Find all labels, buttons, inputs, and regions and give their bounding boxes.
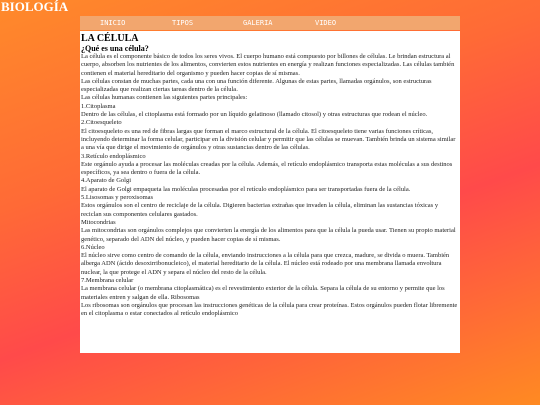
article-paragraph: Las mitocondrias son orgánulos complejos que convierten la energía de los alimentos para que la célula la pueda usar. Tienen su propio material genético, separado del ADN del núcleo, y pueden hacer copias de sí mismas. [81,227,456,243]
article-paragraph: 1.Citoplasma [81,102,116,110]
article-paragraph: Este orgánulo ayuda a procesar las moléculas creadas por la célula. Además, el retículo endoplásmico transporta estas moléculas a sus destinos específicos, ya sea dentro o fuera de la célula. [81,160,453,177]
article-paragraph: Mitocondrias [81,218,116,226]
article-paragraph: Estos orgánulos son el centro de reciclaje de la célula. Digieren bacterias extrañas que invaden la célula, eliminan las sustancias tóxicas y reciclan sus componentes celulares gastados. [81,202,439,218]
article-paragraph: 4.Aparato de Golgi [81,177,132,185]
content-panel [80,31,460,353]
section-heading: ¿Qué es una célula? [81,44,149,53]
site-title: BIOLOGÍA [1,0,69,14]
article-paragraph: El núcleo sirve como centro de comando de la célula, enviando instrucciones a la célula para que crezca, madure, se divida o muera. También alberga ADN (ácido desoxirribonucleico), el material hereditario de la célula. El núcleo está rodeado por una membrana llamada envoltura nuclear, la que protege el ADN y separa el núcleo del resto de la célula. [81,252,450,276]
nav-item-video[interactable]: VIDEO [315,19,337,27]
nav-item-inicio[interactable]: INICIO [100,19,126,27]
article-paragraph: La célula es el componente básico de todos los seres vivos. El cuerpo humano está compuesto por billones de células. Le brindan estructura al cuerpo, absorben los nutrientes de los alimentos, convierten estos nutrientes en energía y realizan funciones especializadas. Las células también contienen el material hereditario del organismo y pueden hacer copias de sí mismas. [81,53,455,77]
article-paragraph: Dentro de las células, el citoplasma está formado por un líquido gelatinoso (llamado citosol) y otras estructuras que rodean el núcleo. [81,111,428,119]
article-paragraph: Los ribosomas son orgánulos que procesan las instrucciones genéticas de la célula para crear proteínas. Estos orgánulos pueden flotar libremente en el citoplasma o estar conectados al retículo endoplásmico [81,301,458,318]
article-paragraph: 6.Núcleo [81,243,105,251]
article-paragraph: 5.Lisosomas y peroxisomas [81,194,154,202]
article-paragraph: El aparato de Golgi empaqueta las moléculas procesadas por el retículo endoplásmico para ser transportadas fuera de la célula. [81,185,411,193]
nav-item-tipos[interactable]: TIPOS [172,19,194,27]
article-paragraph: 3.Retículo endoplásmico [81,152,146,160]
nav-bar [80,16,460,30]
nav-item-galeria[interactable]: GALERIA [243,19,273,27]
article-paragraph: Las células constan de muchas partes, cada una con una función diferente. Algunas de estas partes, llamadas orgánulos, son estructuras especializadas que realizan ciertas tareas dentro de la célula. [81,77,432,94]
article-paragraph: Las células humanas contienen las siguientes partes principales: [81,94,248,102]
article-paragraph: 2.Citoesqueleto [81,119,122,127]
page-title: LA CÉLULA [81,33,139,44]
article-paragraph: El citoesqueleto es una red de fibras largas que forman el marco estructural de la célula. El citoesqueleto tiene varias funciones críticas, incluyendo determinar la forma celular, participar en la división celular y permitir que las células se muevan. También brinda un sistema similar a una vía que dirige el movimiento de orgánulos y otras sustancias dentro de las células. [81,127,456,152]
article-paragraph: La membrana celular (o membrana citoplasmática) es el revestimiento exterior de la célula. Separa la célula de su entorno y permite que los materiales entren y salgan de ella. Ribosomas [81,285,445,301]
article-body [81,53,459,319]
article-paragraph: 7.Membrana celular [81,277,134,285]
